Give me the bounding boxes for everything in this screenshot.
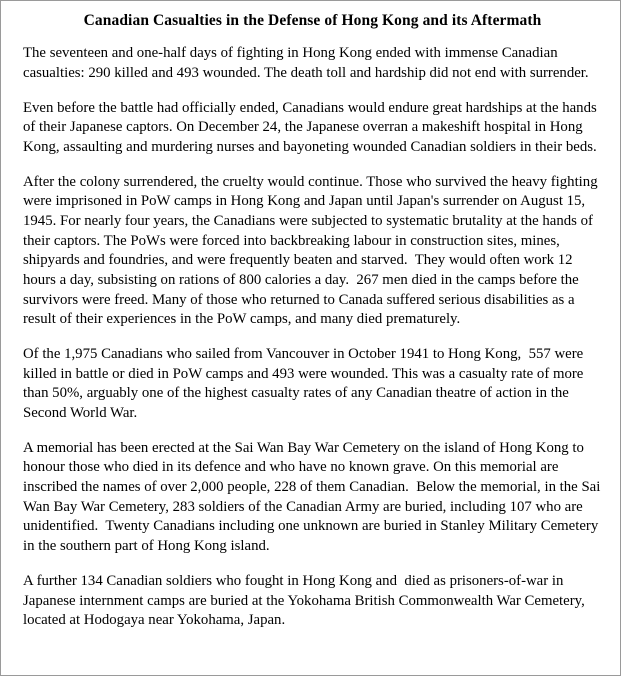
paragraph-1: The seventeen and one-half days of fighting in Hong Kong ended with immense Canadian casualties: 290 killed and 493 wounded. The death toll and hardship did not end with surrender. — [23, 45, 589, 82]
paragraph-5: A memorial has been erected at the Sai Wan Bay War Cemetery on the island of Hong Kong to honour those who died in its defence and who have no known grave. On this memorial are inscribed the names of over 2,000 people, 228 of them Canadian. Below the memorial, in the Sai Wan Bay War Cemetery, 283 soldiers of the Canadian Army are buried, including 107 who are unidentified. Twenty Canadians including one unknown are buried in Stanley Military Cemetery in the southern part of Hong Kong island. — [23, 439, 604, 555]
page-title: Canadian Casualties in the Defense of Hong Kong and its Aftermath — [83, 12, 542, 29]
paragraph-3: After the colony surrendered, the cruelty would continue. Those who survived the heavy fighting were imprisoned in PoW camps in Hong Kong and Japan until Japan's surrender on August 15, 1945. For nearly four years, the Canadians were subjected to systematic brutality at the hands of their captors. The PoWs were forced into backbreaking labour in construction sites, mines, shipyards and foundries, and were frequently beaten and starved. They would often work 12 hours a day, subsisting on rations of 800 calories a day. 267 men died in the camps before the survivors were freed. Many of those who returned to Canada suffered serious disabilities as a result of their experiences in the PoW camps, and many died prematurely. — [23, 173, 602, 328]
paragraph-6: A further 134 Canadian soldiers who fought in Hong Kong and died as prisoners-of-war in Japanese internment camps are buried at the Yokohama British Commonwealth War Cemetery, located at Hodogaya near Yokohama, Japan. — [23, 572, 589, 629]
paragraph-4: Of the 1,975 Canadians who sailed from Vancouver in October 1941 to Hong Kong, 557 were killed in battle or died in PoW camps and 493 were wounded. This was a casualty rate of more than 50%, arguably one of the highest casualty rates of any Canadian theatre of action in the Second World War. — [23, 346, 588, 422]
paragraph-2: Even before the battle had officially ended, Canadians would endure great hardships at the hands of their Japanese captors. On December 24, the Japanese overran a makeshift hospital in Hong Kong, assaulting and murdering nurses and bayoneting wounded Canadian soldiers in their beds. — [23, 99, 601, 156]
